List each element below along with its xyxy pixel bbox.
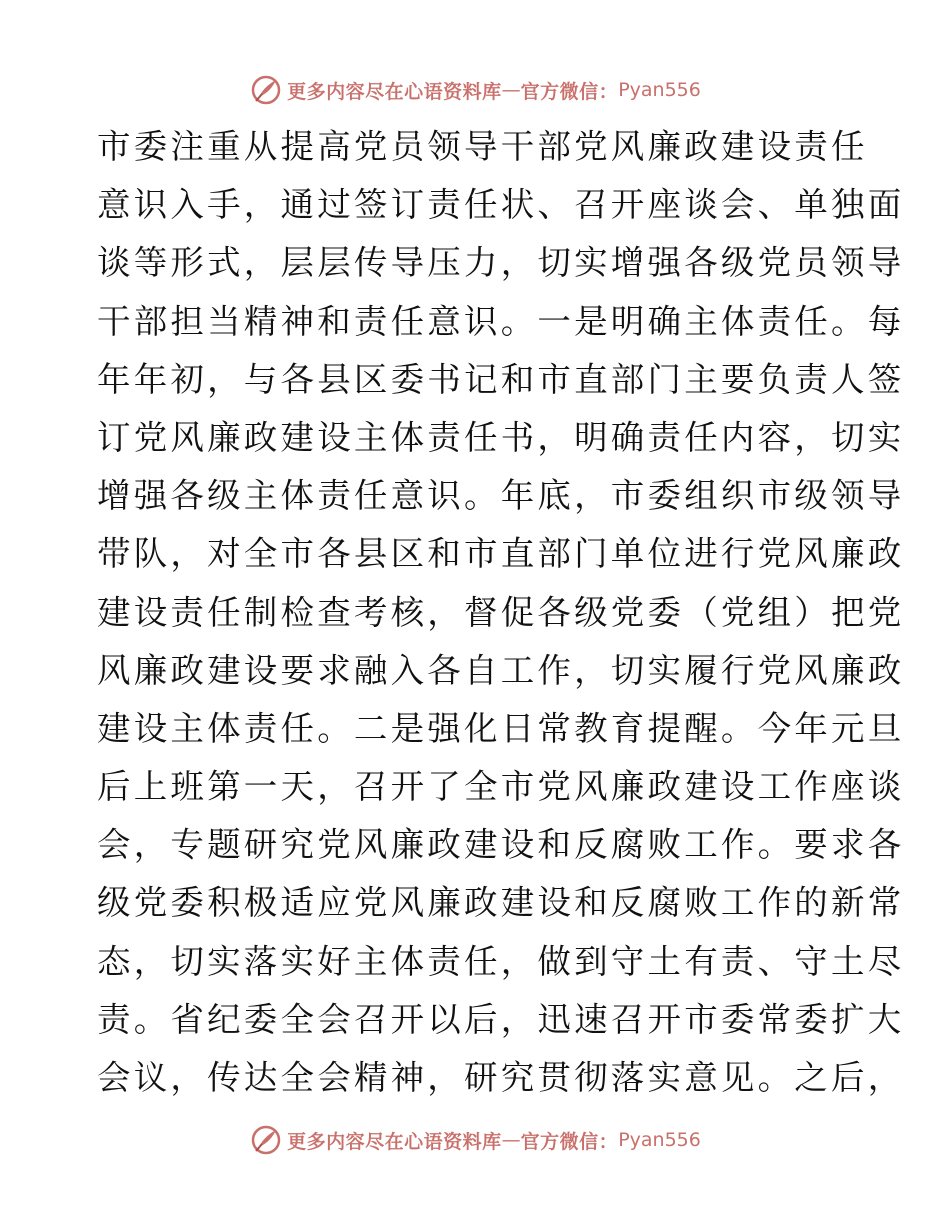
- text-line: 带队，对全市各县区和市直部门单位进行党风廉政: [97, 534, 905, 574]
- header-watermark: [0, 70, 950, 110]
- text-line: 级党委积极适应党风廉政建设和反腐败工作的新常: [97, 883, 905, 923]
- text-line: 会，专题研究党风廉政建设和反腐败工作。要求各: [97, 825, 905, 865]
- text-line: 年年初，与各县区委书记和市直部门主要负责人签: [97, 359, 905, 399]
- quill-logo-icon: [249, 1123, 283, 1157]
- text-line: 干部担当精神和责任意识。一是明确主体责任。每: [97, 301, 905, 341]
- text-line: 态，切实落实好主体责任，做到守土有责、守土尽: [97, 941, 905, 981]
- text-line: 建设责任制检查考核，督促各级党委（党组）把党: [97, 592, 905, 632]
- watermark-dash: —: [501, 1129, 521, 1151]
- quill-logo-icon: [249, 73, 283, 107]
- text-line: 谈等形式，层层传导压力，切实增强各级党员领导: [97, 243, 905, 283]
- body-paragraph: [97, 118, 905, 1107]
- text-line: 风廉政建设要求融入各自工作，切实履行党风廉政: [97, 650, 905, 690]
- watermark-dash: —: [501, 79, 521, 101]
- text-line: 增强各级主体责任意识。年底，市委组织市级领导: [97, 476, 905, 516]
- footer-watermark: [0, 1120, 950, 1160]
- watermark-wechat-label: 官方微信：: [520, 80, 619, 103]
- watermark-library-text: 更多内容尽在心语资料库: [287, 80, 502, 103]
- watermark-library-text: 更多内容尽在心语资料库: [287, 1130, 502, 1153]
- text-line: 责。省纪委全会召开以后，迅速召开市委常委扩大: [97, 999, 905, 1039]
- text-line: 建设主体责任。二是强化日常教育提醒。今年元旦: [97, 708, 905, 748]
- watermark-wechat-id: Pyan556: [618, 1129, 701, 1151]
- watermark-wechat-id: Pyan556: [618, 79, 701, 101]
- text-line: 会议，传达全会精神，研究贯彻落实意见。之后，: [97, 1058, 905, 1097]
- text-line: 意识入手，通过签订责任状、召开座谈会、单独面: [97, 185, 905, 225]
- text-line: 后上班第一天，召开了全市党风廉政建设工作座谈: [97, 767, 905, 807]
- watermark-wechat-label: 官方微信：: [520, 1130, 619, 1153]
- text-line: 订党风廉政建设主体责任书，明确责任内容，切实: [97, 417, 905, 457]
- text-line: 市委注重从提高党员领导干部党风廉政建设责任: [97, 127, 868, 166]
